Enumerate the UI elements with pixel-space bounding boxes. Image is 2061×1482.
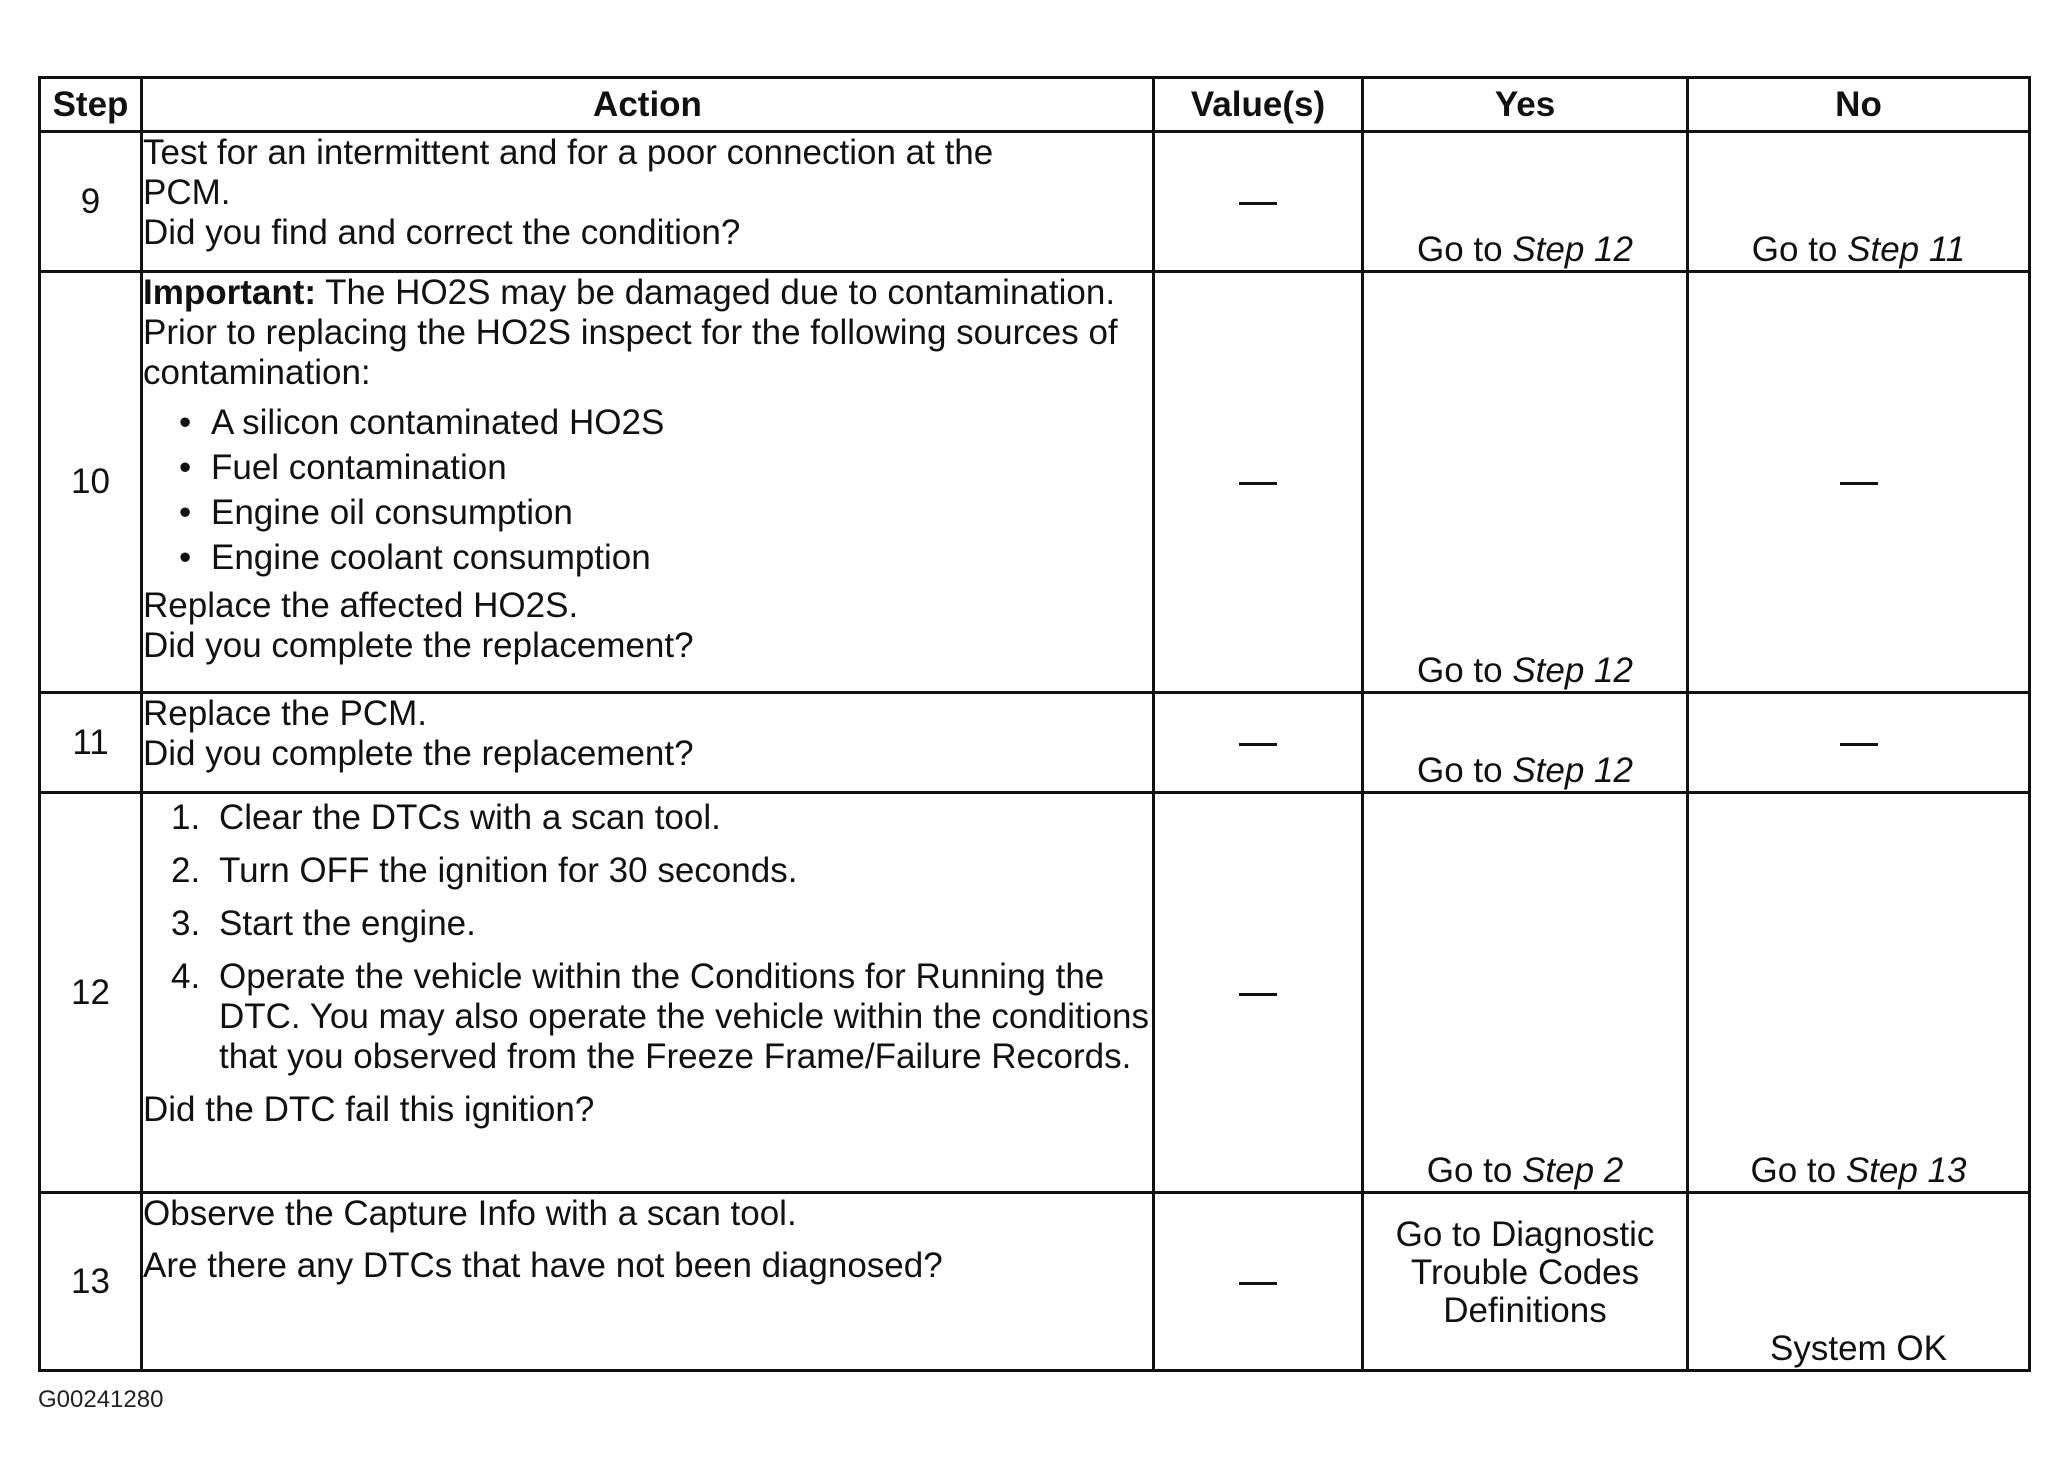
action-line: Did you complete the replacement? (143, 734, 694, 773)
value-cell (1154, 793, 1363, 1193)
action-cell (142, 132, 1154, 272)
step-number: 12 (40, 793, 142, 1193)
yes-cell[interactable] (1363, 1193, 1688, 1371)
list-item (171, 904, 1152, 944)
header-values: Value(s) (1154, 78, 1363, 132)
yes-step-link[interactable]: Step 12 (1512, 651, 1633, 690)
yes-prefix: Go to (1417, 751, 1513, 790)
yes-step-link[interactable]: Step 12 (1512, 230, 1633, 269)
list-item (171, 851, 1152, 891)
important-note (143, 273, 1152, 393)
contamination-list (143, 403, 1152, 578)
yes-line: Go to Diagnostic (1395, 1215, 1655, 1254)
step-number: 10 (40, 272, 142, 693)
table-row-step-9 (40, 132, 2030, 272)
action-line: Replace the affected HO2S. (143, 586, 579, 625)
figure-id: G00241280 (38, 1386, 164, 1413)
header-step: Step (40, 78, 142, 132)
action-line: PCM. (143, 173, 231, 212)
yes-cell (1363, 272, 1688, 693)
action-cell (142, 1193, 1154, 1371)
yes-prefix: Go to (1417, 230, 1513, 269)
no-cell (1688, 272, 2030, 693)
no-dash (1840, 482, 1878, 485)
value-dash (1239, 1282, 1277, 1285)
yes-step-link[interactable]: Step 12 (1512, 751, 1633, 790)
list-item-text: Start the engine. (219, 904, 476, 943)
list-item: • Engine coolant consumption (179, 538, 1152, 578)
list-item (171, 957, 1152, 1077)
value-cell (1154, 1193, 1363, 1371)
system-ok-text: System OK (1770, 1329, 1947, 1368)
step-number: 11 (40, 693, 142, 793)
action-line: Did you find and correct the condition? (143, 213, 741, 252)
yes-cell (1363, 132, 1688, 272)
no-prefix: Go to (1750, 1151, 1846, 1190)
yes-line: Definitions (1443, 1291, 1607, 1330)
value-dash (1239, 202, 1277, 205)
list-item-text: Turn OFF the ignition for 30 seconds. (219, 851, 798, 890)
list-item-number: 2. (171, 851, 201, 890)
table-row-step-10 (40, 272, 2030, 693)
list-item-text: Clear the DTCs with a scan tool. (219, 798, 721, 837)
no-dash (1840, 743, 1878, 746)
table-row-step-11 (40, 693, 2030, 793)
no-prefix: Go to (1751, 230, 1848, 269)
header-yes: Yes (1363, 78, 1688, 132)
action-line: Observe the Capture Info with a scan tool. (143, 1194, 797, 1233)
value-dash (1239, 482, 1277, 485)
no-step-link[interactable]: Step 11 (1847, 230, 1966, 269)
important-text: The HO2S may be damaged due to contamination. Prior to replacing the HO2S inspect for the following sources of contamination: (143, 273, 1118, 392)
action-cell (142, 793, 1154, 1193)
value-cell (1154, 693, 1363, 793)
action-cell (142, 272, 1154, 693)
step-number: 9 (40, 132, 142, 272)
list-item-text: Operate the vehicle within the Conditions for Running the DTC. You may also operate the vehicle within the conditions that you observed from the Freeze Frame/Failure Records. (219, 957, 1149, 1076)
action-cell (142, 693, 1154, 793)
yes-prefix: Go to (1426, 1151, 1523, 1190)
table-header-row (40, 78, 2030, 132)
yes-cell (1363, 693, 1688, 793)
procedure-list (143, 798, 1152, 1077)
header-no: No (1688, 78, 2030, 132)
value-cell (1154, 132, 1363, 272)
action-line: Test for an intermittent and for a poor connection at the (143, 133, 994, 172)
no-cell (1688, 132, 2030, 272)
list-item-number: 1. (171, 798, 201, 837)
action-line: Replace the PCM. (143, 694, 428, 733)
step-number: 13 (40, 1193, 142, 1371)
action-question: Did the DTC fail this ignition? (143, 1090, 595, 1129)
table-row-step-12 (40, 793, 2030, 1193)
diagnostic-table (38, 76, 2031, 1372)
no-cell (1688, 1193, 2030, 1371)
yes-prefix: Go to (1417, 651, 1513, 690)
list-item-number: 3. (171, 904, 201, 943)
table-row-step-13 (40, 1193, 2030, 1371)
action-line: Did you complete the replacement? (143, 626, 694, 665)
list-item: • A silicon contaminated HO2S (179, 403, 1152, 443)
yes-line: Trouble Codes (1410, 1253, 1640, 1292)
list-item: • Fuel contamination (179, 448, 1152, 488)
value-dash (1239, 993, 1277, 996)
important-label: Important: (143, 273, 317, 312)
no-cell (1688, 793, 2030, 1193)
list-item (171, 798, 1152, 838)
value-dash (1239, 743, 1277, 746)
value-cell (1154, 272, 1363, 693)
list-item: • Engine oil consumption (179, 493, 1152, 533)
action-line: Are there any DTCs that have not been diagnosed? (143, 1246, 943, 1285)
yes-step-link[interactable]: Step 2 (1522, 1151, 1624, 1190)
no-cell (1688, 693, 2030, 793)
no-step-link[interactable]: Step 13 (1845, 1151, 1967, 1190)
list-item-number: 4. (171, 957, 201, 996)
header-action: Action (142, 78, 1154, 132)
yes-cell (1363, 793, 1688, 1193)
